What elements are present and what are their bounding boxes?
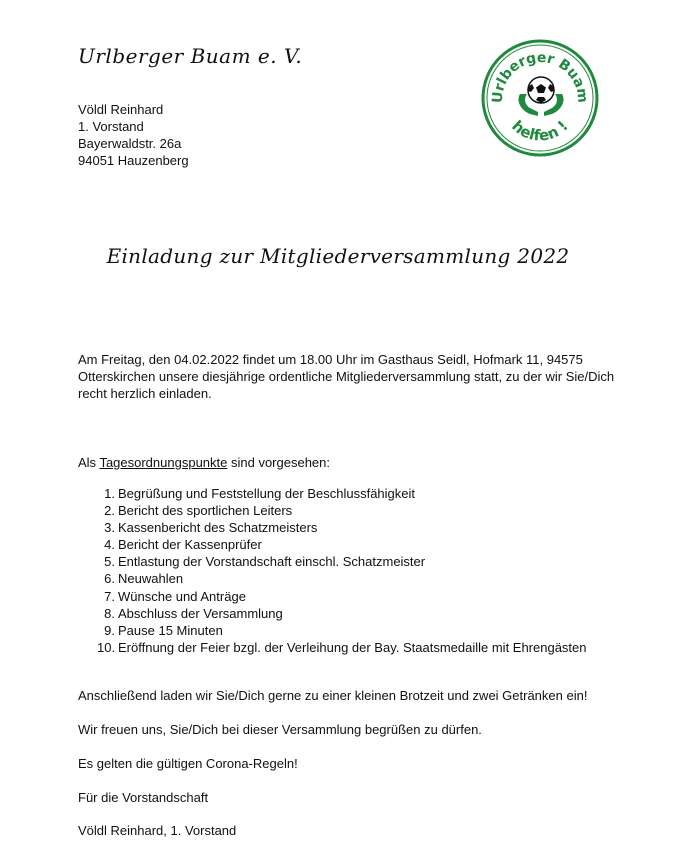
for-board-line: Für die Vorstandschaft <box>78 790 209 805</box>
list-item: 1. Begrüßung und Feststellung der Beschlussfähigkeit <box>104 486 416 501</box>
agenda-intro-before: Als <box>78 455 100 470</box>
agenda-intro-underlined: Tagesordnungspunkte <box>99 455 228 470</box>
signature-line: Völdl Reinhard, 1. Vorstand <box>78 823 237 838</box>
sender-role: 1. Vorstand <box>78 119 144 134</box>
soccer-ball-icon <box>528 77 554 103</box>
list-item: 5. Entlastung der Vorstandschaft einschl. Schatzmeister <box>104 554 426 570</box>
sender-city: 94051 Hauzenberg <box>78 153 189 168</box>
list-item: 7. Wünsche und Anträge <box>104 588 246 604</box>
club-name: Urlberger Buam e. V. <box>78 44 303 68</box>
welcome-paragraph: Wir freuen uns, Sie/Dich bei dieser Versammlung begrüßen zu dürfen. <box>78 722 482 737</box>
corona-notice: Es gelten die gültigen Corona-Regeln! <box>78 756 298 771</box>
sender-address <box>78 101 189 169</box>
list-item: 3. Kassenbericht des Schatzmeisters <box>104 520 318 536</box>
list-item: 4. Bericht der Kassenprüfer <box>104 537 262 553</box>
document-title: Einladung zur Mitgliederversammlung 2022 <box>106 244 570 268</box>
list-item: 9. Pause 15 Minuten <box>104 622 223 638</box>
agenda-intro <box>78 454 618 471</box>
sender-name: Völdl Reinhard <box>78 102 164 117</box>
logo-bottom-text: helfen ! <box>508 116 572 145</box>
list-item: 2. Bericht des sportlichen Leiters <box>104 503 293 519</box>
agenda-intro-after: sind vorgesehen: <box>227 455 330 470</box>
logo-top-text: Urlberger Buam <box>489 49 591 104</box>
sender-street: Bayerwaldstr. 26a <box>78 136 182 151</box>
club-logo <box>480 38 600 158</box>
list-item: 10. Eröffnung der Feier bzgl. der Verleihung der Bay. Staatsmedaille mit Ehrengästen <box>97 639 587 655</box>
agenda-list <box>78 485 587 656</box>
list-item: 8. Abschluss der Versammlung <box>104 605 283 621</box>
list-item: 6. Neuwahlen <box>104 571 184 587</box>
intro-paragraph: Am Freitag, den 04.02.2022 findet um 18.00 Uhr im Gasthaus Seidl, Hofmark 11, 94575 Otterskirchen unsere diesjährige ordentliche Mitgliederversammlung statt, zu der wir Sie/Dich recht herzlich einladen. <box>78 352 615 401</box>
closing-paragraph: Anschließend laden wir Sie/Dich gerne zu einer kleinen Brotzeit und zwei Getränken ein! <box>78 688 588 703</box>
